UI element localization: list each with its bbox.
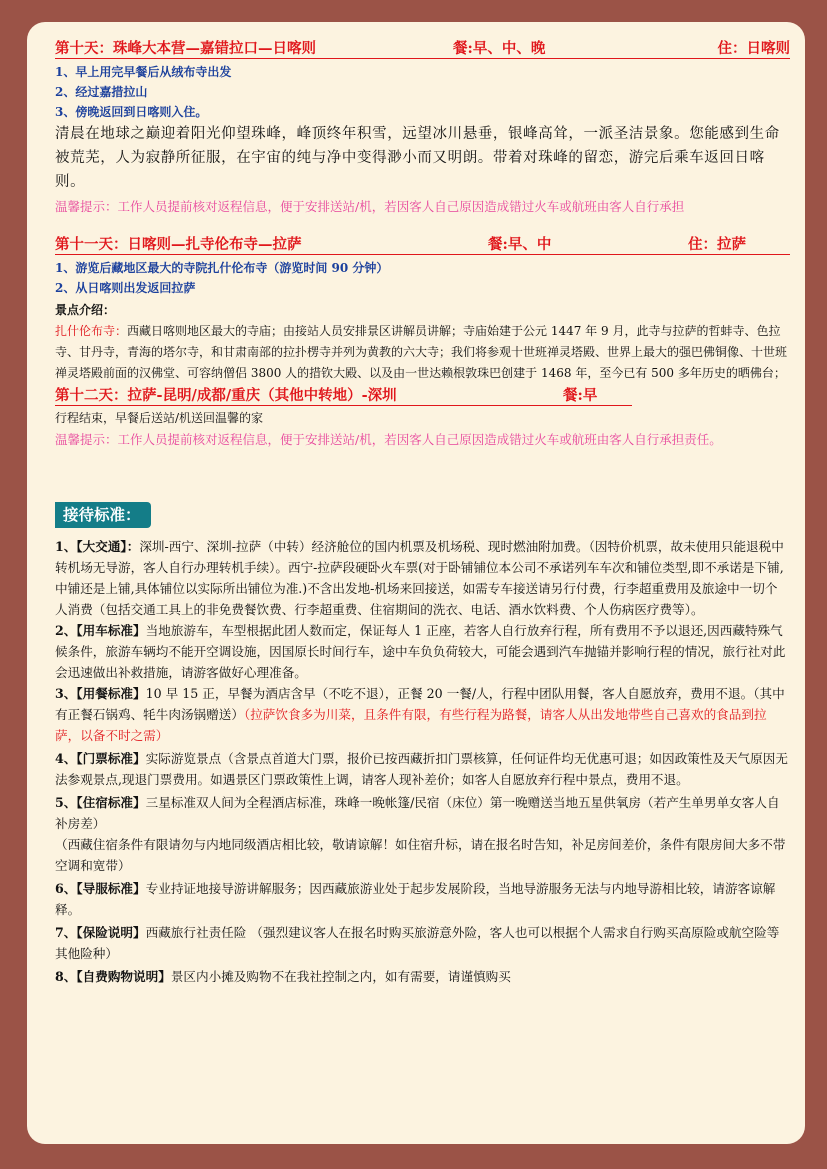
- spot-intro-label: 景点介绍：: [55, 303, 116, 317]
- standard-hotel-head: 5、【住宿标准】: [55, 795, 146, 810]
- day12-tip: 温馨提示：工作人员提前核对返程信息，便于安排送站/机，若因客人自己原因造成错过火车或航班由客人自行承担责任。: [55, 432, 722, 447]
- standard-car-text: 当地旅游车，车型根据此团人数而定，保证每人 1 正座，若客人自行放弃行程，所有费用不予以退还,因西藏特殊气候条件，旅游车辆均不能开空调设施，因国原长时间行车，途中车负负荷较大，可能会遇到汽车抛锚并影响行程的情况，旅行社对此会迅速做出补救措施，请游客做好心理准备。: [55, 623, 786, 680]
- standard-meal-head: 3、【用餐标准】: [55, 686, 146, 701]
- day12-description: 行程结束，早餐后送站/机送回温馨的家: [55, 411, 264, 425]
- standard-shopping-text: 景区内小摊及购物不在我社控制之内，如有需要，请谨慎购买: [170, 969, 511, 984]
- standard-guide-text: 专业持证地接导游讲解服务；因西藏旅游业处于起步发展阶段，当地导游服务无法与内地导游相比较，请游客谅解释。: [55, 881, 776, 917]
- standard-ticket: [55, 748, 790, 790]
- standard-guide: [55, 878, 790, 920]
- itinerary-content: [55, 39, 790, 987]
- day12-meals: 餐:早: [563, 387, 598, 404]
- day10-tip: 温馨提示：工作人员提前核对返程信息，便于安排送站/机，若因客人自己原因造成错过火车或航班由客人自行承担: [55, 199, 685, 214]
- standard-ticket-head: 4、【门票标准】: [55, 751, 146, 766]
- standard-ticket-text: 实际游览景点（含景点首道大门票，报价已按西藏折扣门票核算，任何证件均无优惠可退；如因政策性及天气原因无法参观景点,现退门票费用。如遇景区门票政策性上调，请客人现补差价；如客人自愿放弃行程中景点，费用不退。: [55, 751, 788, 787]
- standards-list: [55, 536, 790, 987]
- day10-step-2: 2、经过嘉措拉山: [55, 85, 148, 99]
- standard-car-head: 2、【用车标准】: [55, 623, 146, 638]
- standard-insurance-head: 7、【保险说明】: [55, 925, 146, 940]
- standard-meal: [55, 683, 790, 746]
- standard-hotel-text: 三星标准双人间为全程酒店标准，珠峰一晚帐篷/民宿（床位）第一晚赠送当地五星供氧房（若产生单男单女客人自补房差）: [55, 795, 780, 831]
- itinerary-page: [27, 22, 805, 1144]
- standards-header: [55, 502, 790, 528]
- standard-traffic-text: 深圳-西宁、深圳-拉萨（中转）经济舱位的国内机票及机场税、现时燃油附加费。（因特价机票，故未使用只能退税中转机场无导游，客人自行办理转机手续）。西宁-拉萨段硬卧火车票(对于卧铺铺位本公司不承诺列车车次和铺位类型,即不承诺是下铺,中铺还是上铺,具体铺位以实际所出铺位为准.)不含出发地-机场来回接送，如需专车接送请另行付费，行李超重费用及旅途中一切个人消费（包括交通工具上的非免费餐饮费、行李超重费、住宿期间的洗衣、电话、酒水饮料费、个人伤病医疗费等）。: [55, 539, 784, 617]
- standards-title: 接待标准：: [55, 502, 151, 528]
- standard-guide-head: 6、【导服标准】: [55, 881, 146, 896]
- standard-insurance: [55, 922, 790, 964]
- day10-description: 清晨在地球之巅迎着阳光仰望珠峰，峰顶终年积雪，远望冰川悬垂，银峰高耸，一派圣洁景象。您能感到生命被荒芜，人为寂静所征服，在宇宙的纯与净中变得渺小而又明朗。带着对珠峰的留恋，游完后乘车返回日喀则。: [55, 126, 780, 190]
- day11-meals: 餐:早、中: [488, 236, 552, 253]
- spot-intro: [55, 321, 790, 384]
- standard-traffic: [55, 536, 790, 620]
- standard-shopping: [55, 966, 790, 987]
- day11-steps: [55, 258, 790, 298]
- standard-meal-note: （拉萨饮食多为川菜，且条件有限，有些行程为路餐，请客人从出发地带些自己喜欢的食品到拉萨，以备不时之需）: [55, 707, 767, 743]
- standard-hotel: [55, 792, 790, 834]
- spot-description: 西藏日喀则地区最大的寺庙；由接站人员安排景区讲解员讲解；寺庙始建于公元 1447 年 9 月，此寺与拉萨的哲蚌寺、色拉寺、甘丹寺，青海的塔尔寺，和甘肃南部的拉扑楞寺并列为黄教的六大寺；我们将参观十世班禅灵塔殿、世界上最大的强巴佛铜像、十世班禅灵塔殿前面的汉佛堂、可容纳僧侣 3800 人的措钦大殿、以及由一世达赖根敦珠巴创建于 1468 年，至今已有 500 多年历史的晒佛台；: [55, 324, 788, 380]
- standard-shopping-head: 8、【自费购物说明】: [55, 969, 171, 984]
- day11-route: 第十一天：日喀则—扎寺伦布寺—拉萨: [55, 236, 302, 253]
- day10-title: [55, 39, 790, 59]
- day12-title: [55, 386, 632, 406]
- standard-car: [55, 620, 790, 683]
- day11-title: [55, 235, 790, 255]
- day10-route: 第十天：珠峰大本营—嘉错拉口—日喀则: [55, 40, 316, 57]
- standard-meal-text: 10 早 15 正，早餐为酒店含早（不吃不退），正餐 20 一餐/人，行程中团队用餐，客人自愿放弃，费用不退。（其中有正餐石锅鸡、牦牛肉汤锅赠送）: [55, 686, 785, 722]
- day10-meals: 餐:早、中、晚: [453, 40, 546, 57]
- day11-stay: 住：拉萨: [688, 236, 746, 253]
- day11-step-1: 1、游览后藏地区最大的寺院扎什伦布寺（游览时间 90 分钟）: [55, 261, 389, 275]
- day10-steps: [55, 62, 790, 122]
- day12-route: 第十二天：拉萨-昆明/成都/重庆（其他中转地）-深圳: [55, 387, 397, 404]
- day11-step-2: 2、从日喀则出发返回拉萨: [55, 281, 196, 295]
- standard-insurance-text: 西藏旅行社责任险 （强烈建议客人在报名时购买旅游意外险，客人也可以根据个人需求自行购买高原险或航空险等其他险种）: [55, 925, 780, 961]
- spot-name: 扎什伦布寺：: [55, 324, 128, 338]
- day10-stay: 住：日喀则: [717, 40, 790, 57]
- day10-step-3: 3、傍晚返回到日喀则入住。: [55, 105, 208, 119]
- day10-step-1: 1、早上用完早餐后从绒布寺出发: [55, 65, 232, 79]
- standard-traffic-head: 1、【大交通】：: [55, 539, 140, 554]
- standard-hotel-note: （西藏住宿条件有限请勿与内地同级酒店相比较，敬请谅解！如住宿升标，请在报名时告知，补足房间差价，条件有限房间大多不带空调和宽带）: [55, 837, 786, 873]
